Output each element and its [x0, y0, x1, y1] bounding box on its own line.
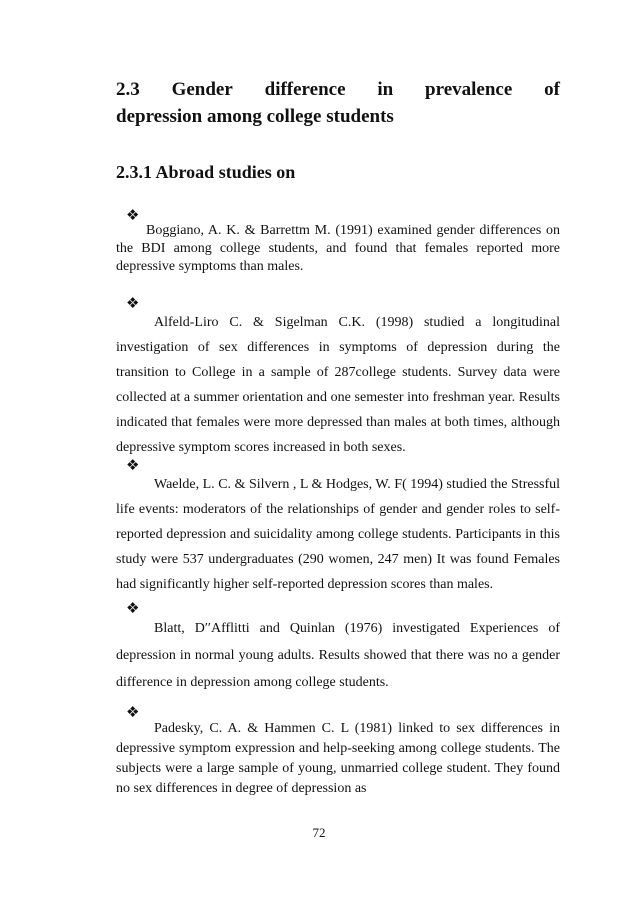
section-title-word: in — [377, 79, 394, 100]
study-entry — [116, 296, 560, 460]
study-lead: Waelde, L. C. & Silvern , L & Hodges, W. F( 1994) studied the — [154, 477, 508, 492]
diamond-bullet-icon: ❖ — [126, 703, 140, 721]
subsection-heading: 2.3.1 Abroad studies on — [116, 162, 296, 182]
section-heading-line-1 — [116, 76, 560, 103]
diamond-bullet-icon: ❖ — [126, 294, 140, 312]
study-body: investigation of sex differences in symptoms of depression during the transition to College in a sample of 287college students. Survey data were collected at a summer orientation and one semester into freshman year. Results indicated that females were more depressed than males at both times, although depressive symptom scores increased in both sexes. — [116, 340, 560, 455]
study-lead: Blatt, D′′Afflitti and Quinlan (1976) investigated Experiences of — [154, 621, 560, 636]
diamond-bullet-icon: ❖ — [126, 456, 140, 474]
study-text — [116, 222, 560, 276]
section-heading — [116, 76, 560, 130]
study-body: Stressful life events: moderators of the relationships of gender and gender roles to self-reported depression and suicidality among college students. Participants in this study were 537 undergraduates (290 women, 247 men) It was found Females had significantly higher self-reported depression scores than males. — [116, 477, 561, 592]
study-body: depressive symptom expression and help-seeking among college students. The subjects were a large sample of young, unmarried college student. They found no sex differences in degree of depression as — [116, 741, 560, 796]
study-entry — [116, 208, 560, 276]
study-text — [116, 310, 560, 460]
study-entry — [116, 601, 560, 696]
diamond-bullet-icon: ❖ — [126, 599, 140, 617]
section-title-word: prevalence — [425, 79, 513, 100]
section-title-word: Gender — [171, 79, 233, 100]
diamond-bullet-icon: ❖ — [126, 206, 140, 224]
study-body: on the BDI among college students, and found that females reported more depressive symptoms than males. — [116, 223, 561, 274]
study-body: depression in normal young adults. Results showed that there was no a gender difference in depression among college students. — [116, 648, 560, 690]
page-number: 72 — [312, 825, 326, 840]
study-entry — [116, 458, 560, 597]
study-text — [116, 719, 560, 799]
study-text — [116, 615, 560, 696]
study-lead: Alfeld-Liro C. & Sigelman C.K. (1998) studied a longitudinal — [154, 315, 560, 330]
section-title-word: of — [544, 79, 560, 100]
study-text — [116, 472, 560, 597]
section-heading-line-2: depression among college students — [116, 106, 394, 127]
study-entry — [116, 705, 560, 799]
section-title-word: difference — [264, 79, 346, 100]
study-lead: Boggiano, A. K. & Barrettm M. (1991) examined gender differences — [146, 223, 542, 238]
study-lead: Padesky, C. A. & Hammen C. L (1981) linked to sex differences in — [154, 721, 560, 736]
section-number: 2.3 — [116, 79, 140, 100]
